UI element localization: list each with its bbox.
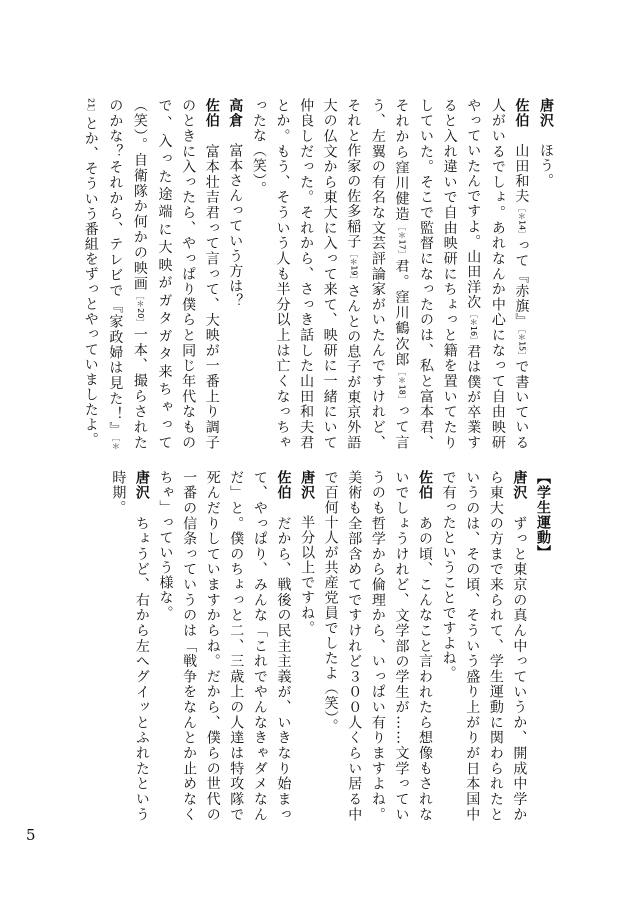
speaker-name: 高倉 xyxy=(227,98,244,129)
speaker-gap xyxy=(275,501,291,516)
dialogue-paragraph xyxy=(533,98,557,450)
speaker-name: 佐伯 xyxy=(203,98,220,129)
dialogue-text: って言う、左翼の有名な文芸評論家がいたんですけれど、それと作家の佐多稲子 xyxy=(345,98,410,450)
dialogue-paragraph xyxy=(153,470,295,822)
dialogue-text: 君。窪川鶴次郎 xyxy=(393,258,410,368)
dialogue-text: 一本、撮らされたのかな？それから、テレビで『家政婦は見た！』 xyxy=(107,98,148,450)
footnote-ref: ［＊18］ xyxy=(397,367,407,404)
footnote-ref: ［＊14］ xyxy=(517,203,527,239)
dialogue-text: 富本壮吉君って言って、大映が一番上り調子のときに入ったら、やっぱり僕らと同じ年代なもので、入った途端に大映がガタガタ来ちゃって（笑）。自衛隊か何かの映画 xyxy=(131,98,220,451)
dialogue-paragraph xyxy=(246,98,533,450)
dialogue-paragraph xyxy=(223,98,247,450)
dialogue-text: って『赤旗』 xyxy=(513,238,530,329)
dialogue-text: さんとの息子が東京外語大の仏文から東大に入って来て、映研に一緒にいて仲良しだった。それから、さっき話した山田和夫君とか。もう、そういう人も半分以上は亡くなっちゃったな（笑）。 xyxy=(250,98,362,450)
speaker-gap xyxy=(134,501,150,516)
speaker-gap xyxy=(511,501,527,516)
dialogue-paragraph xyxy=(318,470,436,822)
dialogue-text: だから、戦後の民主主義が、いきなり始まって、やっぱり、みんな「これでやんなきゃダメなんだ」と。僕のちょっと二、三歳上の人達は特攻隊で死んだりしていますからね。だから、僕らの世代の一番の信条っていうのは「戦争をなんとか止めなくちゃ」っていう様な。 xyxy=(157,470,292,823)
dialogue-text: 君は僕が卒業すると入れ違いで自由映研にちょっと籍を置いてたりしていた。そこで監督になったのは、私と富本君、それから窪川健造 xyxy=(393,98,482,451)
section-bracket-close: 】 xyxy=(535,545,551,561)
dialogue-text: ほう。 xyxy=(538,143,554,189)
speaker-gap xyxy=(204,129,220,144)
dialogue-text: 富本さんっていう方は？ xyxy=(227,143,244,309)
speaker-name: 佐伯 xyxy=(417,470,434,501)
footnote-ref: ［＊16］ xyxy=(469,309,479,345)
section-heading xyxy=(530,470,554,822)
dialogue-paragraph xyxy=(106,470,153,822)
dialogue-text: ずっと東京の真ん中っていうか、開成中学から東大の方まで来られて、学生運動に関わられたというのは、その頃、そういう盛り上がりが日本国中で有ったということですよね。 xyxy=(440,470,528,823)
footnote-ref: ［＊20］ xyxy=(135,291,145,328)
speaker-gap xyxy=(538,128,554,143)
page-number: 5 xyxy=(26,826,36,844)
dialogue-paragraph xyxy=(436,470,530,822)
section-title: 学生運動 xyxy=(535,485,551,546)
speaker-gap xyxy=(513,128,529,143)
dialogue-text: 山田和夫 xyxy=(513,143,530,204)
dialogue-text: 半分以上ですね。 xyxy=(299,515,316,636)
speaker-name: 佐伯 xyxy=(513,98,530,129)
dialogue-block-top xyxy=(84,98,557,450)
speaker-gap xyxy=(417,501,433,516)
speaker-name: 唐沢 xyxy=(133,470,150,501)
dialogue-text: で書いている人がいるでしょ。あれなんか中心になって自由映研やっていたんですよ。山田洋次 xyxy=(465,98,530,450)
footnote-ref: ［＊21］ xyxy=(86,98,121,450)
section-bracket-open: 【 xyxy=(535,470,551,486)
speaker-name: 唐沢 xyxy=(511,470,528,501)
dialogue-paragraph xyxy=(294,470,318,822)
footnote-ref: ［＊15］ xyxy=(517,328,527,360)
dialogue-text: あの頃、こんなこと言われたら想像もされないでしょうけれど、文学部の学生が……文学っていうのも哲学から倫理から、いっぱい有りますよね。美術も全部含めてですけれど３００人くらい居る中で百何十人が共産党員でしたよ（笑）。 xyxy=(322,470,434,823)
dialogue-paragraph xyxy=(78,98,223,450)
dialogue-text: とか、そういう番組をずっとやっていましたよ。 xyxy=(82,116,99,448)
speaker-gap xyxy=(299,500,315,515)
speaker-gap xyxy=(227,128,243,143)
speaker-name: 佐伯 xyxy=(275,470,292,501)
footnote-ref: ［＊19］ xyxy=(349,249,359,284)
dialogue-text: ちょうど、右から左へグイッとふれたという時期。 xyxy=(110,470,150,823)
speaker-name: 唐沢 xyxy=(538,98,554,129)
footnote-ref: ［＊17］ xyxy=(397,222,407,259)
speaker-name: 唐沢 xyxy=(299,470,316,501)
dialogue-block-bottom xyxy=(84,470,554,822)
